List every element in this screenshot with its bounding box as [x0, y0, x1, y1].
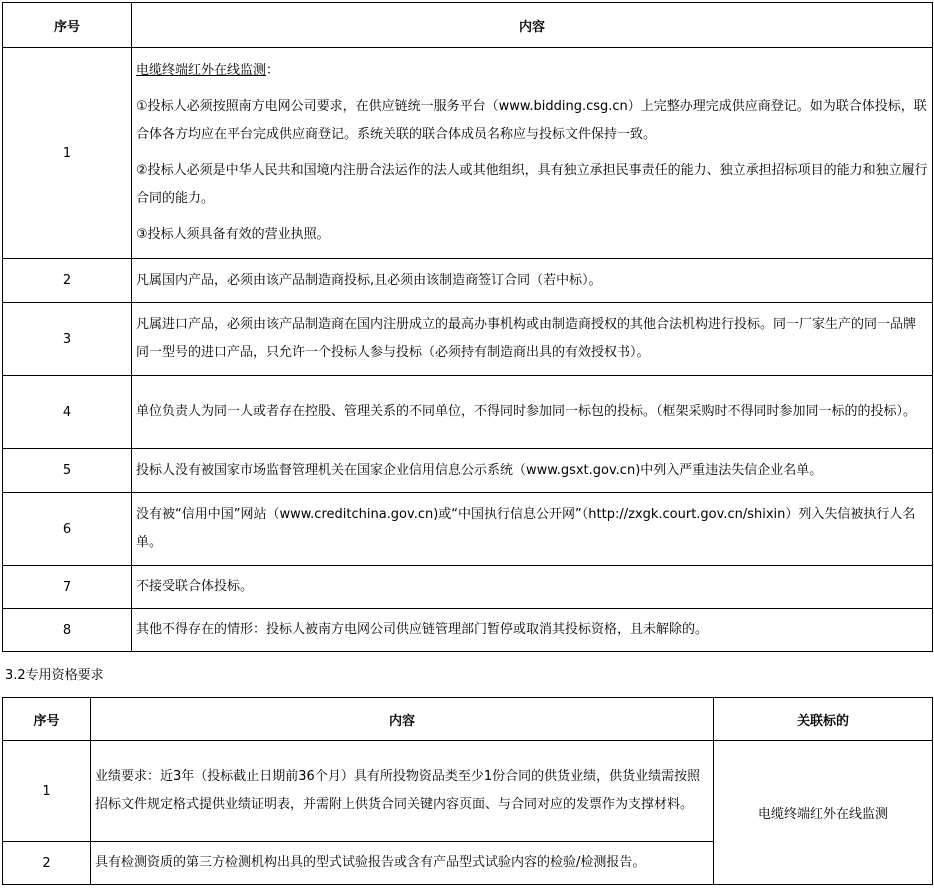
header-content: 内容: [91, 698, 714, 741]
row-seq: 4: [3, 376, 132, 449]
row-seq: 1: [3, 741, 91, 842]
header-related-lot: 关联标的: [714, 698, 933, 741]
table-row: [3, 259, 933, 303]
row-seq: 2: [3, 842, 91, 885]
row-content: 单位负责人为同一人或者存在控股、管理关系的不同单位，不得同时参加同一标包的投标。（框架采购时不得同时参加同一标的的投标）。: [132, 376, 933, 449]
row-seq: 6: [3, 493, 132, 566]
row1-item-3: ③投标人须具备有效的营业执照。: [136, 227, 330, 242]
row-content: 凡属国内产品，必须由该产品制造商投标,且必须由该制造商签订合同（若中标）。: [132, 259, 933, 303]
table-header-row: [3, 3, 933, 48]
row-content: 没有被“信用中国”网站（www.creditchina.gov.cn)或“中国执行信息公开网”（http://zxgk.court.gov.cn/shixin）列入失信被执行人名单。: [132, 493, 933, 566]
header-content: 内容: [132, 3, 933, 48]
row-seq: 1: [3, 48, 132, 259]
table-row: [3, 303, 933, 376]
row-content: 不接受联合体投标。: [132, 566, 933, 609]
special-qualification-table: [2, 697, 933, 885]
row-seq: 7: [3, 566, 132, 609]
table-row: [3, 449, 933, 493]
row1-heading: [136, 57, 928, 85]
row-seq: 8: [3, 609, 132, 652]
table-row: [3, 609, 933, 652]
header-seq: 序号: [3, 3, 132, 48]
row1-item-1: ①投标人必须按照南方电网公司要求，在供应链统一服务平台（www.bidding.csg.cn）上完整办理完成供应商登记。如为联合体投标，联合体各方均应在平台完成供应商登记。系统关联的联合体成员名称应与投标文件保持一致。: [136, 99, 927, 142]
related-lot: 电缆终端红外在线监测: [714, 741, 933, 885]
row-content: [132, 48, 933, 259]
row-content: 具有检测资质的第三方检测机构出具的型式试验报告或含有产品型式试验内容的检验/检测报告。: [91, 842, 714, 885]
table-header-row: [3, 698, 933, 741]
table-row: [3, 566, 933, 609]
section-title: 3.2专用资格要求: [5, 668, 104, 683]
row-content: 投标人没有被国家市场监督管理机关在国家企业信用信息公示系统（www.gsxt.gov.cn)中列入严重违法失信企业名单。: [132, 449, 933, 493]
table-row: [3, 376, 933, 449]
row-content: 业绩要求：近3年（投标截止日期前36个月）具有所投物资品类至少1份合同的供货业绩，供货业绩需按照招标文件规定格式提供业绩证明表，并需附上供货合同关键内容页面、与合同对应的发票作为支撑材料。: [91, 741, 714, 842]
table-row: [3, 741, 933, 842]
row1-item-2: ②投标人必须是中华人民共和国境内注册合法运作的法人或其他组织，具有独立承担民事责任的能力、独立承担招标项目的能力和独立履行合同的能力。: [136, 163, 928, 206]
table-row: [3, 48, 933, 259]
row-seq: 5: [3, 449, 132, 493]
row-content: 其他不得存在的情形：投标人被南方电网公司供应链管理部门暂停或取消其投标资格，且未解除的。: [132, 609, 933, 652]
lot-name: 电缆终端红外在线监测: [136, 63, 267, 78]
colon: ：: [266, 63, 280, 78]
header-seq: 序号: [3, 698, 91, 741]
row-seq: 2: [3, 259, 132, 303]
row-seq: 3: [3, 303, 132, 376]
general-qualification-table: [2, 2, 933, 652]
table-row: [3, 493, 933, 566]
row-content: 凡属进口产品，必须由该产品制造商在国内注册成立的最高办事机构或由制造商授权的其他合法机构进行投标。同一厂家生产的同一品牌同一型号的进口产品，只允许一个投标人参与投标（必须持有制造商出具的有效授权书）。: [132, 303, 933, 376]
